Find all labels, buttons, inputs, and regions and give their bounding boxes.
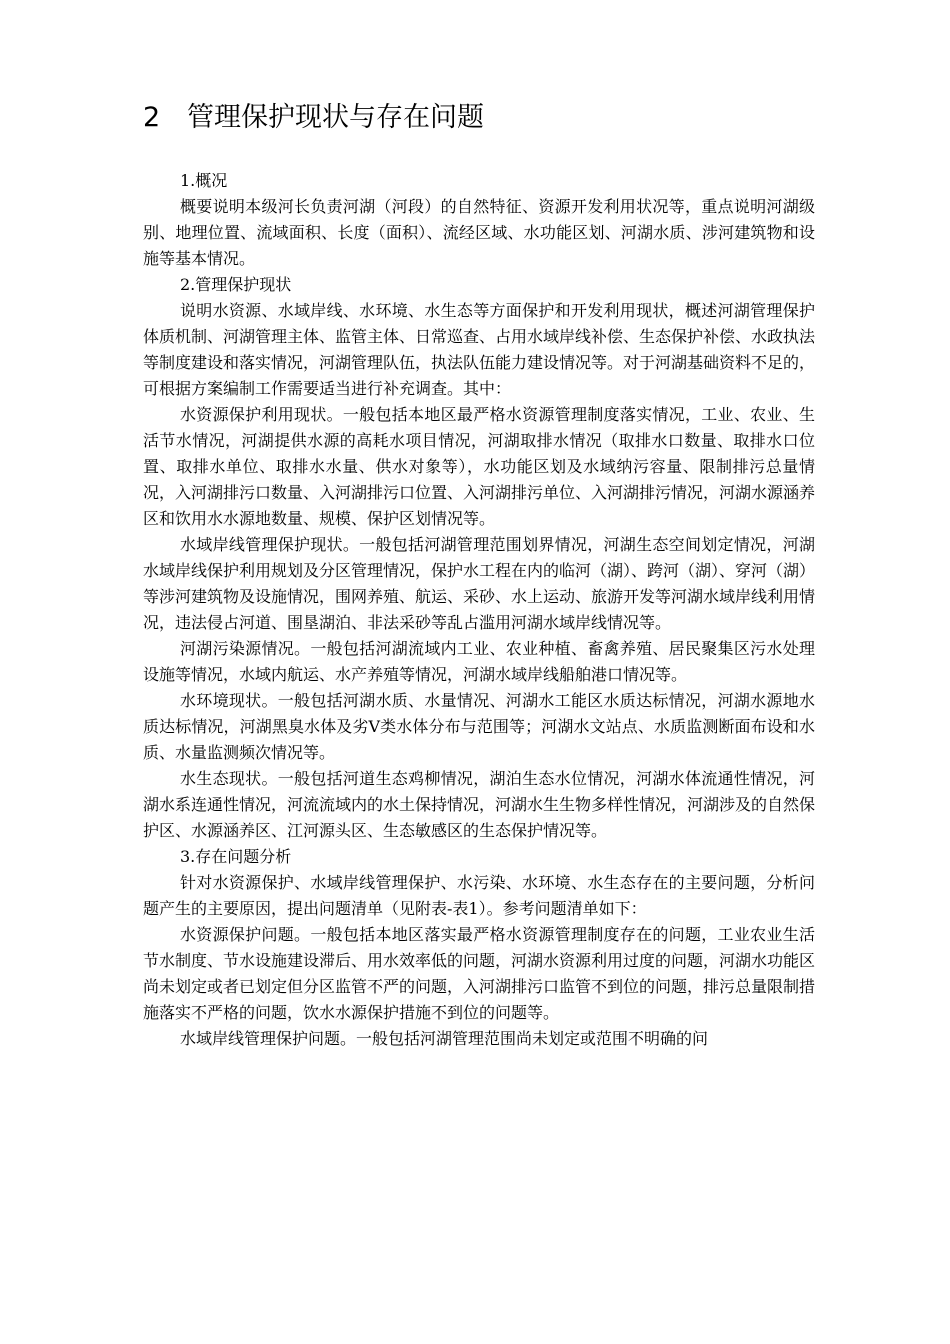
paragraph-overview: 概要说明本级河长负责河湖（河段）的自然特征、资源开发利用状况等，重点说明河湖级别、地理位置、流域面积、长度（面积）、流经区域、水功能区划、河湖水质、涉河建筑物和设施等基本情况。 bbox=[143, 197, 815, 268]
body-text bbox=[143, 168, 815, 1052]
paragraph-water-environment-status: 水环境现状。一般包括河湖水质、水量情况、河湖水工能区水质达标情况，河湖水源地水质达标情况，河湖黑臭水体及劣Ⅴ类水体分布与范围等；河湖水文站点、水质监测断面布设和水质、水量监测频次情况等。 bbox=[143, 691, 815, 762]
paragraph-water-ecology-status: 水生态现状。一般包括河道生态鸡柳情况，湖泊生态水位情况，河湖水体流通性情况，河湖水系连通性情况，河流流域内的水土保持情况，河湖水生生物多样性情况，河湖涉及的自然保护区、水源涵养区、江河源头区、生态敏感区的生态保护情况等。 bbox=[143, 769, 816, 840]
section-number: 2 bbox=[143, 102, 161, 133]
paragraph-shoreline-status: 水域岸线管理保护现状。一般包括河湖管理范围划界情况，河湖生态空间划定情况，河湖水域岸线保护利用规划及分区管理情况，保护水工程在内的临河（湖）、跨河（湖）、穿河（湖）等涉河建筑物及设施情况，围网养殖、航运、采砂、水上运动、旅游开发等河湖水域岸线利用情况，违法侵占河道、围垦湖泊、非法采砂等乱占滥用河湖水域岸线情况等。 bbox=[143, 535, 816, 632]
section-title: 管理保护现状与存在问题 bbox=[187, 102, 484, 133]
paragraph-management-status: 说明水资源、水域岸线、水环境、水生态等方面保护和开发利用现状，概述河湖管理保护体质机制、河湖管理主体、监管主体、日常巡查、占用水域岸线补偿、生态保护补偿、水政执法等制度建设和落实情况，河湖管理队伍，执法队伍能力建设情况等。对于河湖基础资料不足的，可根据方案编制工作需要适当进行补充调查。其中： bbox=[143, 301, 816, 398]
subheading-problem-analysis: 3.存在问题分析 bbox=[180, 847, 292, 866]
paragraph-pollution-sources: 河湖污染源情况。一般包括河湖流域内工业、农业种植、畜禽养殖、居民聚集区污水处理设施等情况，水域内航运、水产养殖等情况，河湖水域岸线船舶港口情况等。 bbox=[143, 639, 815, 684]
section-heading bbox=[143, 98, 484, 138]
subheading-management-status: 2.管理保护现状 bbox=[180, 275, 292, 294]
paragraph-water-resources-status: 水资源保护利用现状。一般包括本地区最严格水资源管理制度落实情况，工业、农业、生活节水情况，河湖提供水源的高耗水项目情况，河湖取排水情况（取排水口数量、取排水口位置、取排水单位、取排水水量、供水对象等），水功能区划及水域纳污容量、限制排污总量情况，入河湖排污口数量、入河湖排污口位置、入河湖排污单位、入河湖排污情况，河湖水源涵养区和饮用水水源地数量、规模、保护区划情况等。 bbox=[143, 405, 816, 528]
subheading-overview: 1.概况 bbox=[180, 171, 228, 190]
paragraph-shoreline-problems: 水域岸线管理保护问题。一般包括河湖管理范围尚未划定或范围不明确的问 bbox=[180, 1029, 709, 1048]
paragraph-problem-analysis: 针对水资源保护、水域岸线管理保护、水污染、水环境、水生态存在的主要问题，分析问题产生的主要原因，提出问题清单（见附表-表1）。参考问题清单如下： bbox=[143, 873, 815, 918]
paragraph-water-resources-problems: 水资源保护问题。一般包括本地区落实最严格水资源管理制度存在的问题，工业农业生活节水制度、节水设施建设滞后、用水效率低的问题，河湖水资源利用过度的问题，河湖水功能区尚未划定或者已划定但分区监管不严的问题，入河湖排污口监管不到位的问题，排污总量限制措施落实不严格的问题，饮水水源保护措施不到位的问题等。 bbox=[143, 925, 816, 1022]
